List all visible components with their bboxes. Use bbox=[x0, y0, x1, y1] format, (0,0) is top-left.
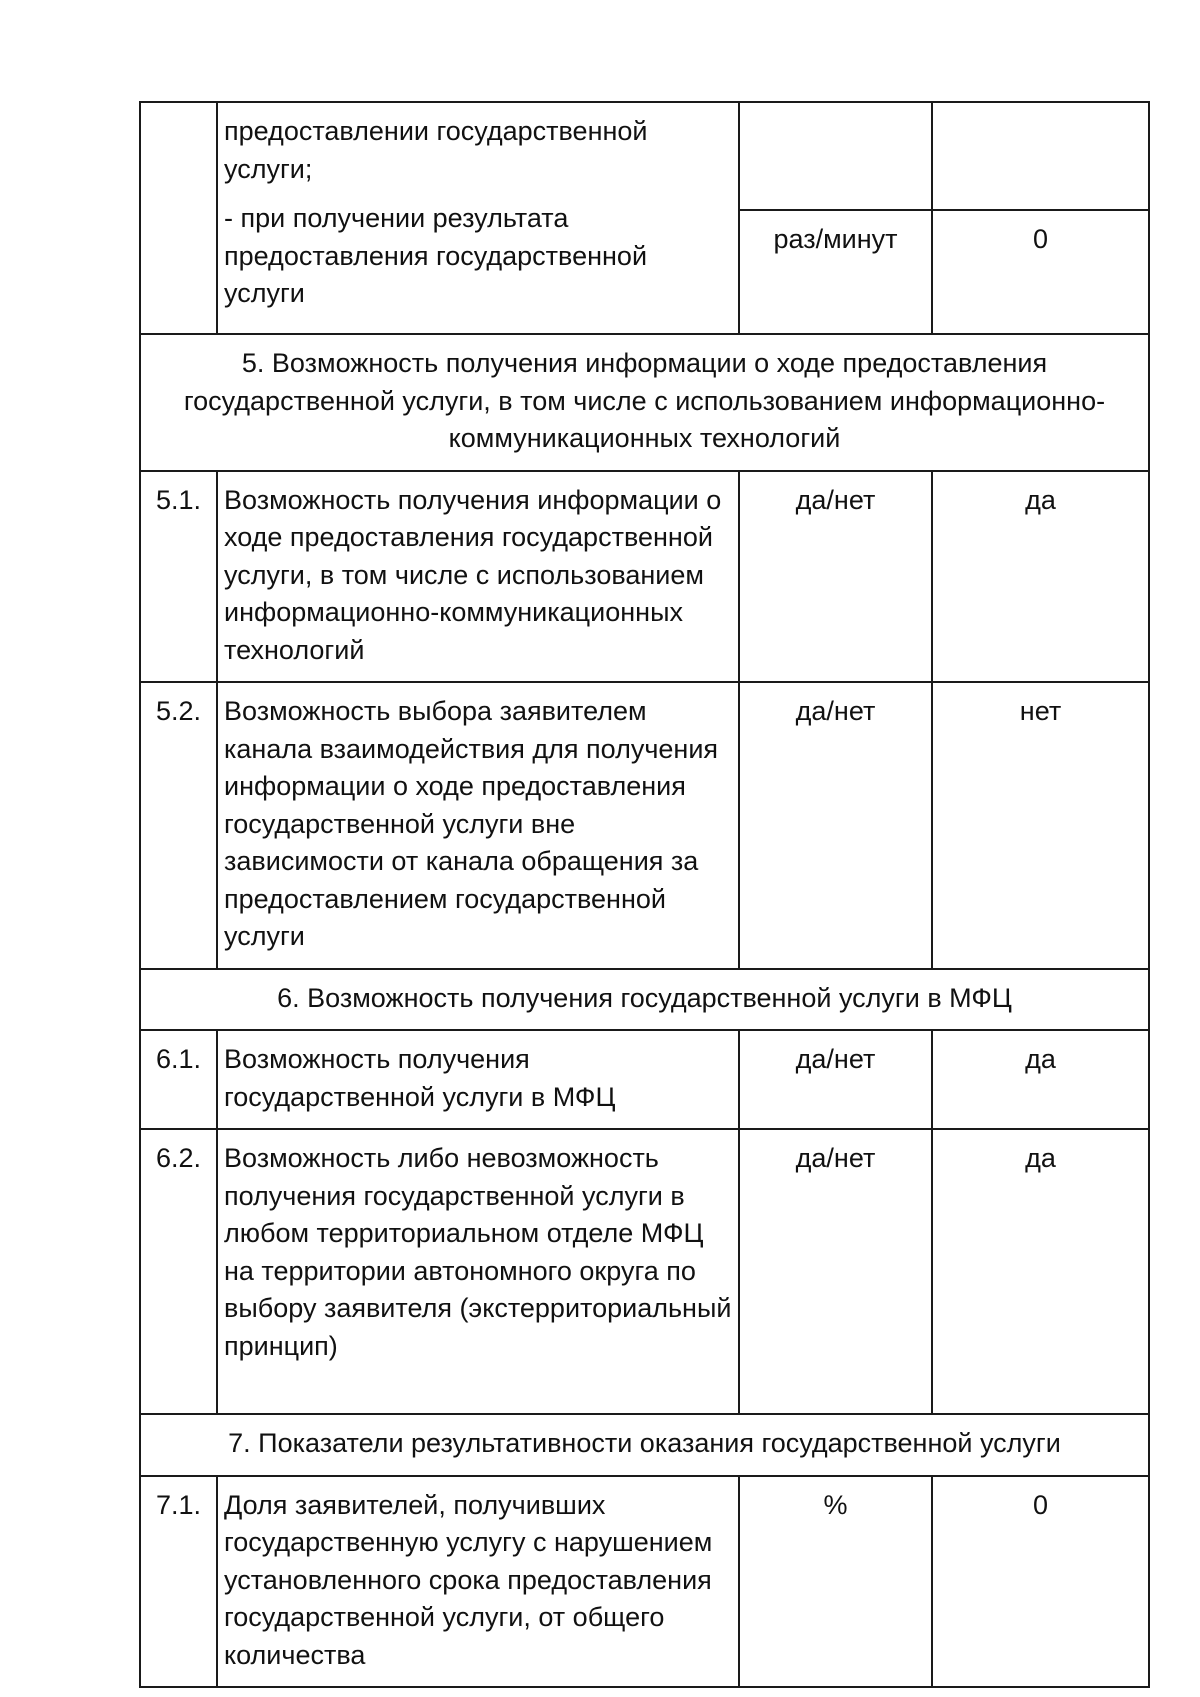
indicators-table bbox=[139, 101, 1150, 1688]
indicator-name: Возможность выбора заявителем канала взаимодействия для получения информации о ходе предоставления государственной услуги вне зависимости от канала обращения за предоставлением государственной услуги bbox=[217, 682, 739, 969]
indicator-name: Возможность получения государственной услуги в МФЦ bbox=[217, 1030, 739, 1129]
row-number: 7.1. bbox=[140, 1476, 217, 1688]
row-number: 5.2. bbox=[140, 682, 217, 969]
row-number: 6.1. bbox=[140, 1030, 217, 1129]
unit-cell: % bbox=[739, 1476, 932, 1688]
table-row bbox=[140, 1030, 1149, 1129]
section-header-row bbox=[140, 969, 1149, 1031]
unit-cell-empty bbox=[739, 102, 932, 210]
unit-cell: да/нет bbox=[739, 1030, 932, 1129]
row-number: 5.1. bbox=[140, 471, 217, 683]
section-6-title: 6. Возможность получения государственной услуги в МФЦ bbox=[140, 969, 1149, 1031]
value-cell: да bbox=[932, 1030, 1149, 1129]
table-row bbox=[140, 1129, 1149, 1414]
indicator-name: Возможность либо невозможность получения государственной услуги в любом территориальном отделе МФЦ на территории автономного округа по выбору заявителя (экстерриториальный принцип) bbox=[217, 1129, 739, 1414]
indicator-name: Доля заявителей, получивших государственную услугу с нарушением установленного срока предоставления государственной услуги, от общего количества bbox=[217, 1476, 739, 1688]
section-7-title: 7. Показатели результативности оказания государственной услуги bbox=[140, 1414, 1149, 1476]
table-row bbox=[140, 471, 1149, 683]
value-cell: 0 bbox=[932, 1476, 1149, 1688]
section-header-row bbox=[140, 334, 1149, 471]
continuation-text: предоставлении государственной услуги; bbox=[224, 116, 648, 184]
indicator-name: Возможность получения информации о ходе предоставления государственной услуги, в том числе с использованием информационно-коммуникационных технологий bbox=[217, 471, 739, 683]
value-cell: нет bbox=[932, 682, 1149, 969]
section-5-title: 5. Возможность получения информации о ходе предоставления государственной услуги, в том числе с использованием информационно-коммуникационных технологий bbox=[140, 334, 1149, 471]
indicator-name-result: - при получении результата предоставления государственной услуги bbox=[224, 203, 648, 308]
value-cell-empty bbox=[932, 102, 1149, 210]
row-number-cell-empty bbox=[140, 102, 217, 334]
unit-cell: да/нет bbox=[739, 1129, 932, 1414]
section-header-row bbox=[140, 1414, 1149, 1476]
table-row-continuation bbox=[140, 102, 1149, 210]
unit-cell: да/нет bbox=[739, 471, 932, 683]
row-number: 6.2. bbox=[140, 1129, 217, 1414]
value-cell: да bbox=[932, 1129, 1149, 1414]
indicator-name-cell bbox=[217, 102, 739, 334]
value-cell: да bbox=[932, 471, 1149, 683]
unit-cell: да/нет bbox=[739, 682, 932, 969]
value-cell: 0 bbox=[932, 210, 1149, 334]
table-row bbox=[140, 682, 1149, 969]
unit-cell: раз/минут bbox=[739, 210, 932, 334]
table-row bbox=[140, 1476, 1149, 1688]
